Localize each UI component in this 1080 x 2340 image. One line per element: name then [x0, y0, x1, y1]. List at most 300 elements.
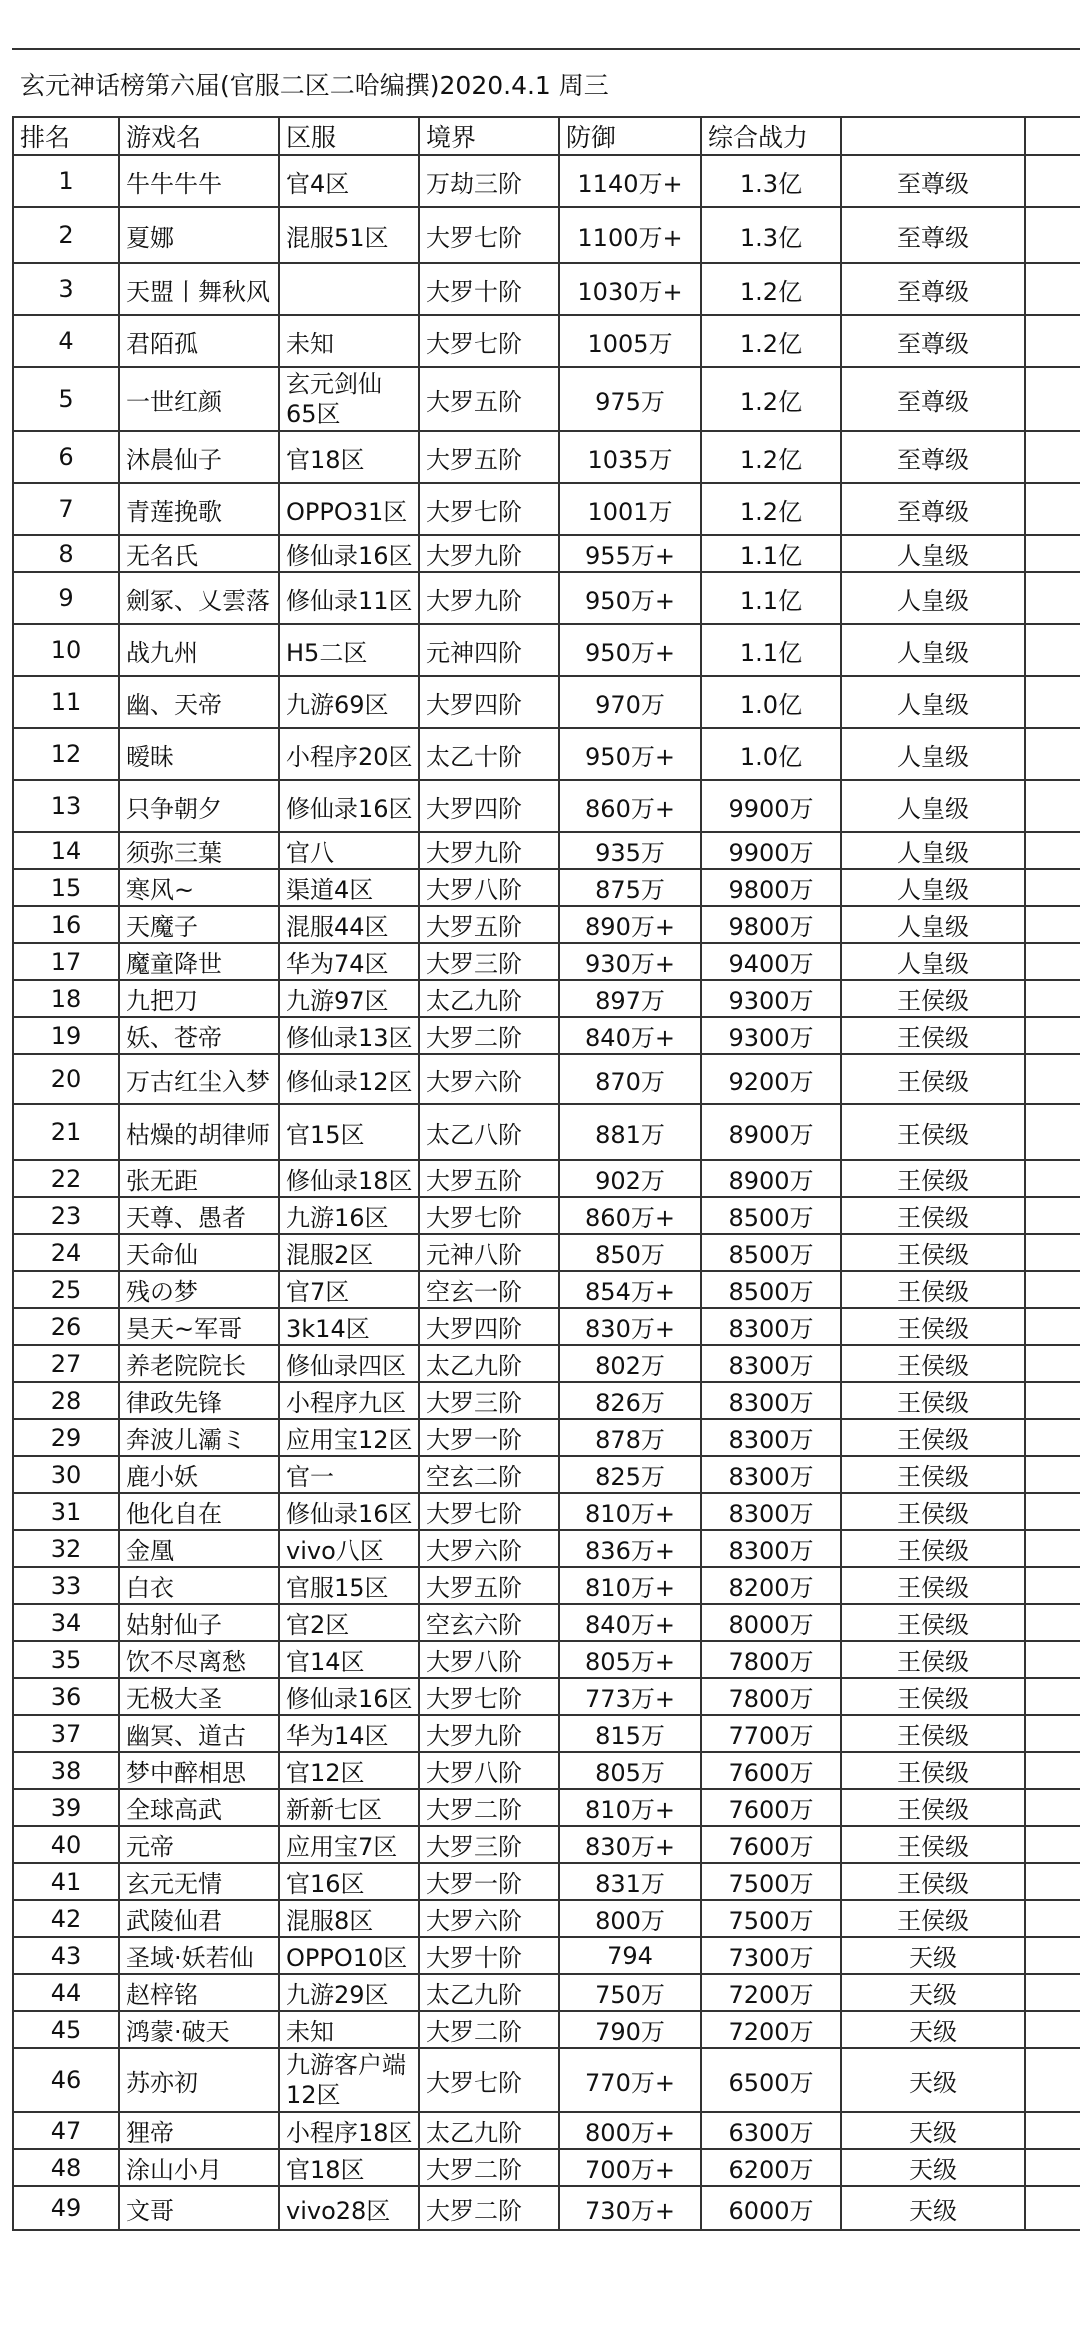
cell-extra — [1025, 1104, 1080, 1160]
cell-tier: 天级 — [841, 1937, 1025, 1974]
cell-tier: 人皇级 — [841, 572, 1025, 624]
cell-tier: 天级 — [841, 2112, 1025, 2149]
header-defense: 防御 — [559, 117, 701, 155]
cell-realm: 元神八阶 — [419, 1234, 559, 1271]
cell-extra — [1025, 2186, 1080, 2230]
cell-realm: 空玄一阶 — [419, 1271, 559, 1308]
cell-power: 8900万 — [701, 1104, 841, 1160]
cell-tier: 王侯级 — [841, 1054, 1025, 1104]
cell-name: 九把刀 — [119, 980, 279, 1017]
cell-server: 官2区 — [279, 1604, 419, 1641]
cell-defense: 815万 — [559, 1715, 701, 1752]
cell-rank: 2 — [13, 207, 119, 263]
table-row — [13, 832, 1080, 869]
cell-power: 7700万 — [701, 1715, 841, 1752]
cell-tier: 人皇级 — [841, 943, 1025, 980]
cell-tier: 王侯级 — [841, 1604, 1025, 1641]
cell-name: 无名氏 — [119, 535, 279, 572]
cell-power: 1.2亿 — [701, 483, 841, 535]
cell-realm: 大罗七阶 — [419, 1493, 559, 1530]
cell-power: 7600万 — [701, 1789, 841, 1826]
table-row — [13, 1752, 1080, 1789]
cell-power: 6300万 — [701, 2112, 841, 2149]
cell-rank: 37 — [13, 1715, 119, 1752]
cell-extra — [1025, 572, 1080, 624]
table-row — [13, 2011, 1080, 2048]
cell-defense: 975万 — [559, 367, 701, 431]
cell-tier: 王侯级 — [841, 1678, 1025, 1715]
cell-tier: 人皇级 — [841, 535, 1025, 572]
cell-realm: 大罗二阶 — [419, 2011, 559, 2048]
cell-extra — [1025, 1678, 1080, 1715]
cell-realm: 大罗十阶 — [419, 1937, 559, 1974]
cell-tier: 至尊级 — [841, 367, 1025, 431]
cell-realm: 太乙九阶 — [419, 2112, 559, 2149]
cell-server: 小程序18区 — [279, 2112, 419, 2149]
cell-server: 应用宝12区 — [279, 1419, 419, 1456]
cell-name: 昊天~军哥 — [119, 1308, 279, 1345]
table-row — [13, 367, 1080, 431]
cell-server: 新新七区 — [279, 1789, 419, 1826]
cell-tier: 至尊级 — [841, 315, 1025, 367]
cell-defense: 950万+ — [559, 572, 701, 624]
cell-realm: 大罗七阶 — [419, 2048, 559, 2112]
table-row — [13, 431, 1080, 483]
cell-realm: 太乙九阶 — [419, 1974, 559, 2011]
cell-name: 沐晨仙子 — [119, 431, 279, 483]
cell-realm: 大罗三阶 — [419, 1826, 559, 1863]
cell-server: 小程序20区 — [279, 728, 419, 780]
cell-power: 9800万 — [701, 906, 841, 943]
header-tier — [841, 117, 1025, 155]
cell-name: 幽、天帝 — [119, 676, 279, 728]
cell-power: 8000万 — [701, 1604, 841, 1641]
table-row — [13, 483, 1080, 535]
cell-extra — [1025, 1271, 1080, 1308]
cell-defense: 770万+ — [559, 2048, 701, 2112]
header-row — [13, 117, 1080, 155]
cell-extra — [1025, 483, 1080, 535]
cell-rank: 18 — [13, 980, 119, 1017]
cell-realm: 元神四阶 — [419, 624, 559, 676]
cell-name: 全球高武 — [119, 1789, 279, 1826]
cell-name: 青莲挽歌 — [119, 483, 279, 535]
table-row — [13, 1271, 1080, 1308]
cell-tier: 人皇级 — [841, 676, 1025, 728]
cell-name: 天尊、愚者 — [119, 1197, 279, 1234]
cell-extra — [1025, 869, 1080, 906]
cell-server: 官八 — [279, 832, 419, 869]
cell-rank: 41 — [13, 1863, 119, 1900]
cell-tier: 人皇级 — [841, 728, 1025, 780]
cell-power: 7200万 — [701, 2011, 841, 2048]
cell-server: 官服15区 — [279, 1567, 419, 1604]
table-row — [13, 1863, 1080, 1900]
cell-power: 8300万 — [701, 1308, 841, 1345]
cell-power: 1.1亿 — [701, 535, 841, 572]
cell-server: 官一 — [279, 1456, 419, 1493]
table-row — [13, 1678, 1080, 1715]
table-row — [13, 263, 1080, 315]
cell-tier: 王侯级 — [841, 1863, 1025, 1900]
cell-server: OPPO10区 — [279, 1937, 419, 1974]
cell-defense: 794 — [559, 1937, 701, 1974]
table-row — [13, 315, 1080, 367]
cell-defense: 825万 — [559, 1456, 701, 1493]
cell-name: 枯燥的胡律师 — [119, 1104, 279, 1160]
cell-rank: 38 — [13, 1752, 119, 1789]
cell-rank: 49 — [13, 2186, 119, 2230]
cell-rank: 30 — [13, 1456, 119, 1493]
cell-name: 妖、苍帝 — [119, 1017, 279, 1054]
cell-defense: 830万+ — [559, 1826, 701, 1863]
cell-name: 天盟丨舞秋风 — [119, 263, 279, 315]
cell-extra — [1025, 1974, 1080, 2011]
cell-defense: 870万 — [559, 1054, 701, 1104]
cell-defense: 1100万+ — [559, 207, 701, 263]
cell-power: 9900万 — [701, 780, 841, 832]
cell-realm: 太乙八阶 — [419, 1104, 559, 1160]
cell-extra — [1025, 2048, 1080, 2112]
cell-name: 元帝 — [119, 1826, 279, 1863]
cell-defense: 1005万 — [559, 315, 701, 367]
table-row — [13, 2186, 1080, 2230]
cell-defense: 854万+ — [559, 1271, 701, 1308]
cell-extra — [1025, 1604, 1080, 1641]
cell-tier: 人皇级 — [841, 780, 1025, 832]
cell-extra — [1025, 1234, 1080, 1271]
cell-server: 修仙录16区 — [279, 535, 419, 572]
cell-extra — [1025, 367, 1080, 431]
cell-server: 未知 — [279, 315, 419, 367]
cell-tier: 王侯级 — [841, 1641, 1025, 1678]
cell-server: 修仙录11区 — [279, 572, 419, 624]
cell-realm: 大罗七阶 — [419, 1678, 559, 1715]
cell-server: 小程序九区 — [279, 1382, 419, 1419]
cell-realm: 太乙十阶 — [419, 728, 559, 780]
cell-rank: 39 — [13, 1789, 119, 1826]
cell-server: 官18区 — [279, 2149, 419, 2186]
cell-server: 修仙录12区 — [279, 1054, 419, 1104]
cell-server: 官14区 — [279, 1641, 419, 1678]
cell-name: 律政先锋 — [119, 1382, 279, 1419]
cell-power: 7500万 — [701, 1863, 841, 1900]
cell-tier: 王侯级 — [841, 1345, 1025, 1382]
cell-extra — [1025, 728, 1080, 780]
table-row — [13, 535, 1080, 572]
cell-server: 修仙录四区 — [279, 1345, 419, 1382]
cell-rank: 42 — [13, 1900, 119, 1937]
table-row — [13, 2048, 1080, 2112]
cell-name: 他化自在 — [119, 1493, 279, 1530]
cell-defense: 790万 — [559, 2011, 701, 2048]
cell-defense: 860万+ — [559, 1197, 701, 1234]
cell-power: 9400万 — [701, 943, 841, 980]
cell-rank: 29 — [13, 1419, 119, 1456]
cell-rank: 16 — [13, 906, 119, 943]
cell-power: 8300万 — [701, 1456, 841, 1493]
cell-name: 幽冥、道古 — [119, 1715, 279, 1752]
cell-extra — [1025, 1900, 1080, 1937]
cell-rank: 12 — [13, 728, 119, 780]
cell-power: 8200万 — [701, 1567, 841, 1604]
cell-server: 九游16区 — [279, 1197, 419, 1234]
cell-defense: 881万 — [559, 1104, 701, 1160]
cell-name: 梦中醉相思 — [119, 1752, 279, 1789]
table-row — [13, 676, 1080, 728]
cell-tier: 至尊级 — [841, 263, 1025, 315]
cell-name: 饮不尽离愁 — [119, 1641, 279, 1678]
cell-power: 1.2亿 — [701, 315, 841, 367]
cell-rank: 36 — [13, 1678, 119, 1715]
cell-extra — [1025, 315, 1080, 367]
cell-server: 官7区 — [279, 1271, 419, 1308]
cell-realm: 大罗九阶 — [419, 572, 559, 624]
cell-power: 8300万 — [701, 1345, 841, 1382]
cell-defense: 897万 — [559, 980, 701, 1017]
cell-extra — [1025, 624, 1080, 676]
table-row — [13, 1197, 1080, 1234]
cell-server: 九游客户端12区 — [279, 2048, 419, 2112]
cell-defense: 805万+ — [559, 1641, 701, 1678]
ranking-table — [12, 116, 1080, 2231]
cell-defense: 773万+ — [559, 1678, 701, 1715]
table-row — [13, 1826, 1080, 1863]
cell-tier: 王侯级 — [841, 1752, 1025, 1789]
cell-name: 须弥三葉 — [119, 832, 279, 869]
cell-server: 修仙录13区 — [279, 1017, 419, 1054]
cell-name: 残の梦 — [119, 1271, 279, 1308]
cell-extra — [1025, 431, 1080, 483]
cell-realm: 大罗二阶 — [419, 2149, 559, 2186]
table-row — [13, 1567, 1080, 1604]
cell-power: 7800万 — [701, 1678, 841, 1715]
cell-defense: 1001万 — [559, 483, 701, 535]
cell-realm: 大罗五阶 — [419, 906, 559, 943]
cell-power: 9900万 — [701, 832, 841, 869]
table-row — [13, 980, 1080, 1017]
cell-realm: 大罗八阶 — [419, 869, 559, 906]
cell-server: 官16区 — [279, 1863, 419, 1900]
table-row — [13, 1382, 1080, 1419]
cell-realm: 大罗二阶 — [419, 1789, 559, 1826]
cell-extra — [1025, 1160, 1080, 1197]
cell-tier: 王侯级 — [841, 1017, 1025, 1054]
cell-rank: 24 — [13, 1234, 119, 1271]
cell-defense: 955万+ — [559, 535, 701, 572]
cell-defense: 802万 — [559, 1345, 701, 1382]
cell-name: 养老院院长 — [119, 1345, 279, 1382]
cell-rank: 35 — [13, 1641, 119, 1678]
cell-realm: 大罗七阶 — [419, 315, 559, 367]
cell-defense: 730万+ — [559, 2186, 701, 2230]
cell-realm: 大罗五阶 — [419, 367, 559, 431]
cell-defense: 1035万 — [559, 431, 701, 483]
cell-rank: 26 — [13, 1308, 119, 1345]
cell-realm: 大罗一阶 — [419, 1419, 559, 1456]
cell-extra — [1025, 1752, 1080, 1789]
cell-power: 9800万 — [701, 869, 841, 906]
cell-tier: 天级 — [841, 2186, 1025, 2230]
cell-defense: 750万 — [559, 1974, 701, 2011]
cell-extra — [1025, 1826, 1080, 1863]
table-row — [13, 1456, 1080, 1493]
cell-name: 牛牛牛牛 — [119, 155, 279, 207]
cell-rank: 8 — [13, 535, 119, 572]
cell-server: 修仙录16区 — [279, 1493, 419, 1530]
cell-tier: 王侯级 — [841, 1567, 1025, 1604]
cell-rank: 7 — [13, 483, 119, 535]
cell-tier: 天级 — [841, 2149, 1025, 2186]
cell-name: 暧昧 — [119, 728, 279, 780]
cell-name: 无极大圣 — [119, 1678, 279, 1715]
cell-rank: 25 — [13, 1271, 119, 1308]
cell-extra — [1025, 1382, 1080, 1419]
cell-realm: 大罗五阶 — [419, 1567, 559, 1604]
cell-power: 8300万 — [701, 1419, 841, 1456]
table-row — [13, 1493, 1080, 1530]
table-row — [13, 2149, 1080, 2186]
cell-power: 9300万 — [701, 1017, 841, 1054]
cell-power: 6000万 — [701, 2186, 841, 2230]
cell-name: 狸帝 — [119, 2112, 279, 2149]
cell-extra — [1025, 155, 1080, 207]
table-row — [13, 2112, 1080, 2149]
table-row — [13, 1017, 1080, 1054]
top-divider — [12, 48, 1080, 50]
cell-extra — [1025, 780, 1080, 832]
cell-extra — [1025, 832, 1080, 869]
cell-power: 8900万 — [701, 1160, 841, 1197]
cell-rank: 44 — [13, 1974, 119, 2011]
cell-extra — [1025, 1937, 1080, 1974]
cell-realm: 大罗八阶 — [419, 1752, 559, 1789]
cell-server: 应用宝7区 — [279, 1826, 419, 1863]
cell-server: 官4区 — [279, 155, 419, 207]
cell-extra — [1025, 1308, 1080, 1345]
cell-rank: 5 — [13, 367, 119, 431]
cell-server: 玄元剑仙65区 — [279, 367, 419, 431]
cell-rank: 47 — [13, 2112, 119, 2149]
cell-power: 9200万 — [701, 1054, 841, 1104]
cell-realm: 大罗七阶 — [419, 207, 559, 263]
cell-power: 8500万 — [701, 1271, 841, 1308]
cell-power: 8300万 — [701, 1382, 841, 1419]
cell-server: vivo28区 — [279, 2186, 419, 2230]
cell-name: 一世红颜 — [119, 367, 279, 431]
cell-tier: 至尊级 — [841, 431, 1025, 483]
cell-defense: 800万+ — [559, 2112, 701, 2149]
cell-realm: 万劫三阶 — [419, 155, 559, 207]
cell-name: 张无距 — [119, 1160, 279, 1197]
cell-extra — [1025, 207, 1080, 263]
cell-tier: 人皇级 — [841, 832, 1025, 869]
cell-rank: 21 — [13, 1104, 119, 1160]
cell-extra — [1025, 943, 1080, 980]
cell-rank: 43 — [13, 1937, 119, 1974]
cell-extra — [1025, 1530, 1080, 1567]
cell-name: 鹿小妖 — [119, 1456, 279, 1493]
cell-realm: 大罗一阶 — [419, 1863, 559, 1900]
cell-server: 混服44区 — [279, 906, 419, 943]
cell-server: 九游29区 — [279, 1974, 419, 2011]
table-row — [13, 1308, 1080, 1345]
cell-server: 修仙录16区 — [279, 780, 419, 832]
cell-name: 天命仙 — [119, 1234, 279, 1271]
cell-tier: 王侯级 — [841, 980, 1025, 1017]
cell-name: 夏娜 — [119, 207, 279, 263]
table-row — [13, 572, 1080, 624]
cell-name: 魔童降世 — [119, 943, 279, 980]
cell-server: H5二区 — [279, 624, 419, 676]
cell-tier: 王侯级 — [841, 1826, 1025, 1863]
cell-defense: 1030万+ — [559, 263, 701, 315]
cell-realm: 大罗六阶 — [419, 1054, 559, 1104]
cell-defense: 1140万+ — [559, 155, 701, 207]
cell-realm: 大罗四阶 — [419, 1308, 559, 1345]
cell-realm: 大罗七阶 — [419, 1197, 559, 1234]
cell-power: 8500万 — [701, 1234, 841, 1271]
cell-rank: 33 — [13, 1567, 119, 1604]
table-row — [13, 1054, 1080, 1104]
cell-name: 劍冢、乂雲落 — [119, 572, 279, 624]
cell-tier: 王侯级 — [841, 1234, 1025, 1271]
cell-name: 金凰 — [119, 1530, 279, 1567]
cell-defense: 800万 — [559, 1900, 701, 1937]
table-row — [13, 1160, 1080, 1197]
cell-rank: 4 — [13, 315, 119, 367]
table-row — [13, 1789, 1080, 1826]
cell-rank: 23 — [13, 1197, 119, 1234]
table-row — [13, 869, 1080, 906]
cell-extra — [1025, 1419, 1080, 1456]
table-row — [13, 728, 1080, 780]
cell-rank: 1 — [13, 155, 119, 207]
cell-extra — [1025, 2112, 1080, 2149]
cell-tier: 天级 — [841, 1974, 1025, 2011]
cell-rank: 22 — [13, 1160, 119, 1197]
cell-rank: 40 — [13, 1826, 119, 1863]
cell-extra — [1025, 1641, 1080, 1678]
cell-server: 修仙录16区 — [279, 1678, 419, 1715]
cell-power: 7500万 — [701, 1900, 841, 1937]
cell-defense: 878万 — [559, 1419, 701, 1456]
table-row — [13, 207, 1080, 263]
cell-server: 官15区 — [279, 1104, 419, 1160]
cell-server: 3k14区 — [279, 1308, 419, 1345]
cell-server: 混服2区 — [279, 1234, 419, 1271]
table-row — [13, 1641, 1080, 1678]
cell-rank: 17 — [13, 943, 119, 980]
cell-power: 6200万 — [701, 2149, 841, 2186]
cell-tier: 王侯级 — [841, 1104, 1025, 1160]
cell-power: 8500万 — [701, 1197, 841, 1234]
cell-tier: 王侯级 — [841, 1160, 1025, 1197]
cell-realm: 太乙九阶 — [419, 980, 559, 1017]
cell-server: 混服8区 — [279, 1900, 419, 1937]
cell-server: 官18区 — [279, 431, 419, 483]
cell-name: 只争朝夕 — [119, 780, 279, 832]
cell-name: 君陌孤 — [119, 315, 279, 367]
document-title: 玄元神话榜第六届(官服二区二哈编撰)2020.4.1 周三 — [20, 71, 609, 100]
cell-power: 9300万 — [701, 980, 841, 1017]
cell-name: 万古红尘入梦 — [119, 1054, 279, 1104]
cell-defense: 810万+ — [559, 1567, 701, 1604]
cell-power: 7300万 — [701, 1937, 841, 1974]
header-realm: 境界 — [419, 117, 559, 155]
cell-tier: 王侯级 — [841, 1493, 1025, 1530]
table-row — [13, 1530, 1080, 1567]
